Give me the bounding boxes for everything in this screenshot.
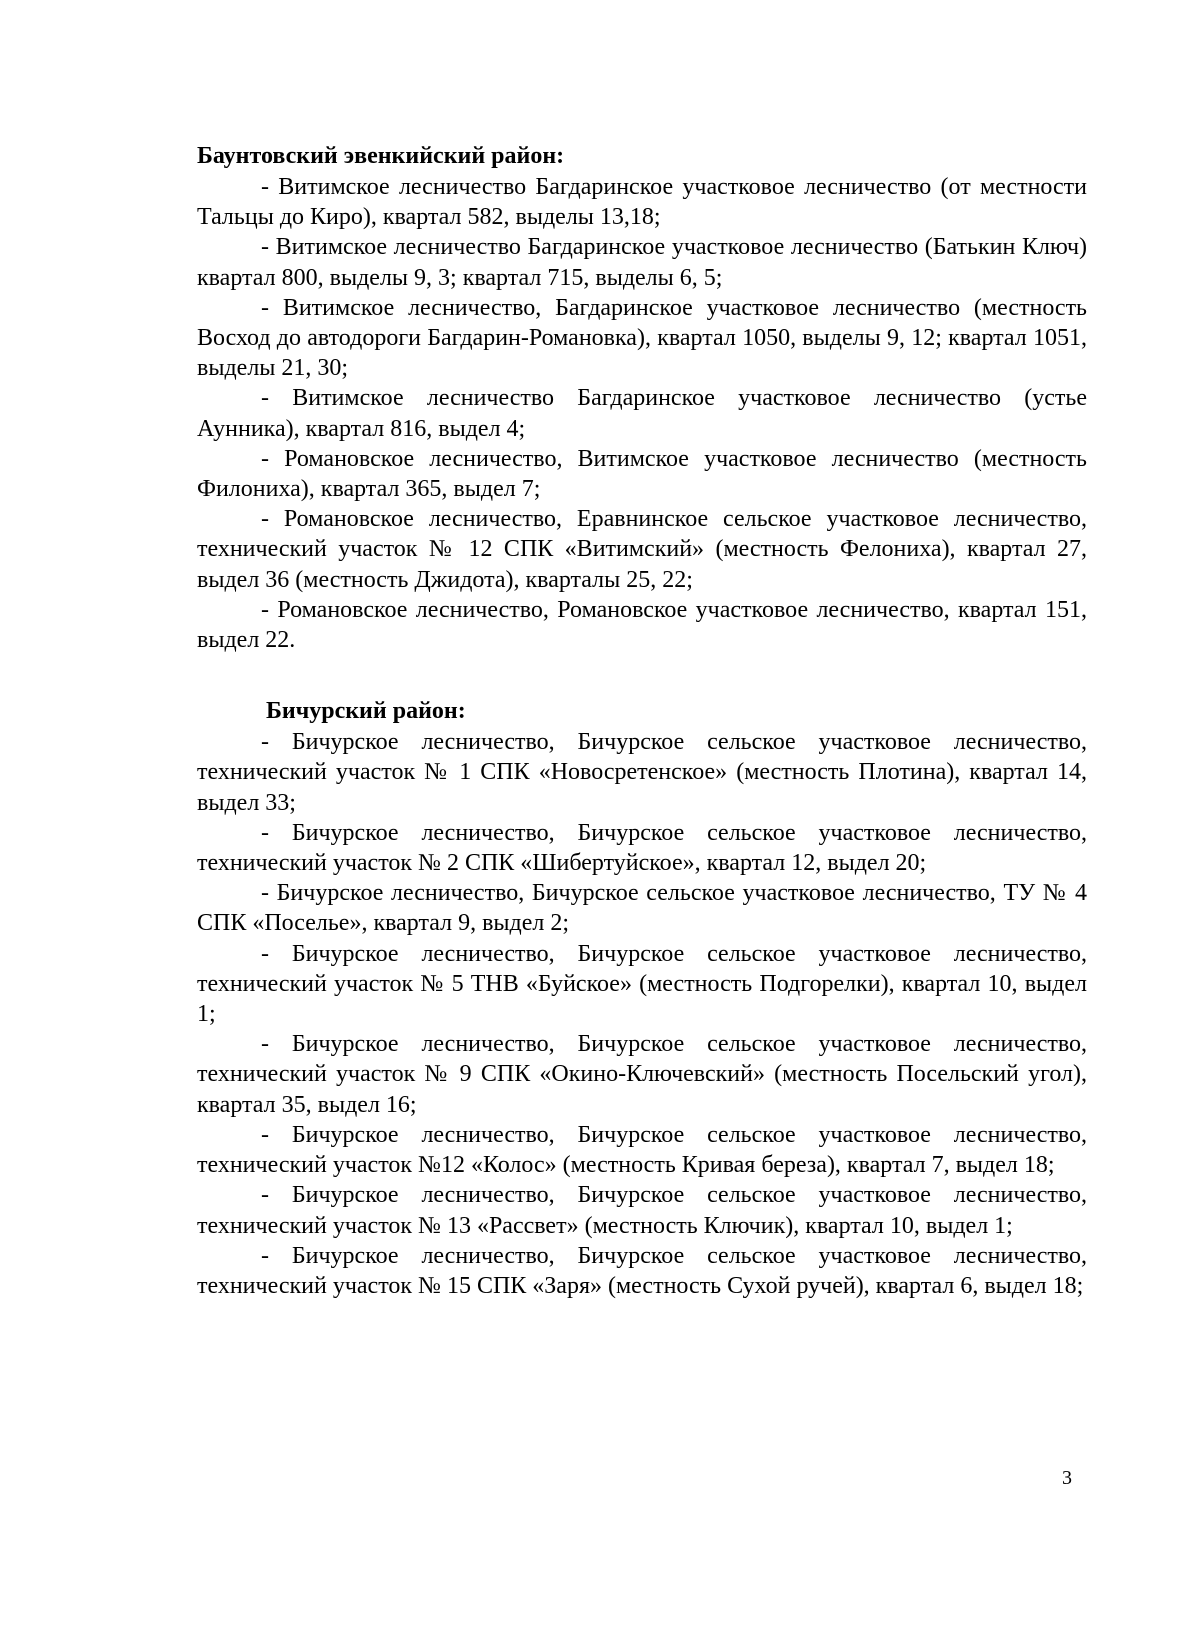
list-item: - Бичурское лесничество, Бичурское сельское участковое лесничество, технический участок №12 «Колос» (местность Кривая береза), квартал 7, выдел 18;: [197, 1121, 1087, 1179]
list-item: - Бичурское лесничество, Бичурское сельское участковое лесничество, технический участок № 5 ТНВ «Буйское» (местность Подгорелки), квартал 10, выдел 1;: [197, 940, 1087, 1028]
list-item: - Бичурское лесничество, Бичурское сельское участковое лесничество, технический участок № 13 «Рассвет» (местность Ключик), квартал 10, выдел 1;: [197, 1182, 1087, 1239]
section-bauntovsky: [197, 140, 1087, 655]
list-item: - Витимское лесничество Багдаринское участковое лесничество (Батькин Ключ) квартал 800, выделы 9, 3; квартал 715, выделы 6, 5;: [197, 234, 1087, 291]
document-page: [197, 140, 1087, 1301]
list-item: - Бичурское лесничество, Бичурское сельское участковое лесничество, технический участок № 9 СПК «Окино-Ключевский» (местность Посельский угол), квартал 35, выдел 16;: [197, 1031, 1087, 1118]
list-item: - Бичурское лесничество, Бичурское сельское участковое лесничество, технический участок № 1 СПК «Новосретенское» (местность Плотина), квартал 14, выдел 33;: [197, 729, 1087, 816]
list-item: - Витимское лесничество Багдаринское участковое лесничество (от местности Тальцы до Киро), квартал 582, выделы 13,18;: [197, 174, 1087, 231]
list-item: - Бичурское лесничество, Бичурское сельское участковое лесничество, ТУ № 4 СПК «Поселье», квартал 9, выдел 2;: [197, 880, 1087, 937]
list-item: - Романовское лесничество, Романовское участковое лесничество, квартал 151, выдел 22.: [197, 596, 1087, 654]
list-item: - Романовское лесничество, Еравнинское сельское участковое лесничество, технический участок № 12 СПК «Витимский» (местность Фелониха), квартал 27, выдел 36 (местность Джидота), кварталы 25, 22;: [197, 506, 1087, 593]
section-spacer: [197, 655, 1087, 695]
page-number: 3: [1062, 1467, 1072, 1489]
section-heading: Бичурский район:: [266, 698, 466, 725]
list-item: - Романовское лесничество, Витимское участковое лесничество (местность Филониха), квартал 365, выдел 7;: [197, 445, 1087, 503]
section-bichursky: [197, 695, 1087, 1301]
list-item: - Бичурское лесничество, Бичурское сельское участковое лесничество, технический участок № 2 СПК «Шибертуйское», квартал 12, выдел 20;: [197, 819, 1087, 877]
list-item: - Витимское лесничество, Багдаринское участковое лесничество (местность Восход до автодороги Багдарин-Романовка), квартал 1050, выделы 9, 12; квартал 1051, выделы 21, 30;: [197, 294, 1087, 382]
section-heading: Баунтовский эвенкийский район:: [197, 143, 565, 169]
list-item: - Бичурское лесничество, Бичурское сельское участковое лесничество, технический участок № 15 СПК «Заря» (местность Сухой ручей), квартал 6, выдел 18;: [197, 1242, 1087, 1299]
list-item: - Витимское лесничество Багдаринское участковое лесничество (устье Аунника), квартал 816, выдел 4;: [197, 385, 1087, 442]
